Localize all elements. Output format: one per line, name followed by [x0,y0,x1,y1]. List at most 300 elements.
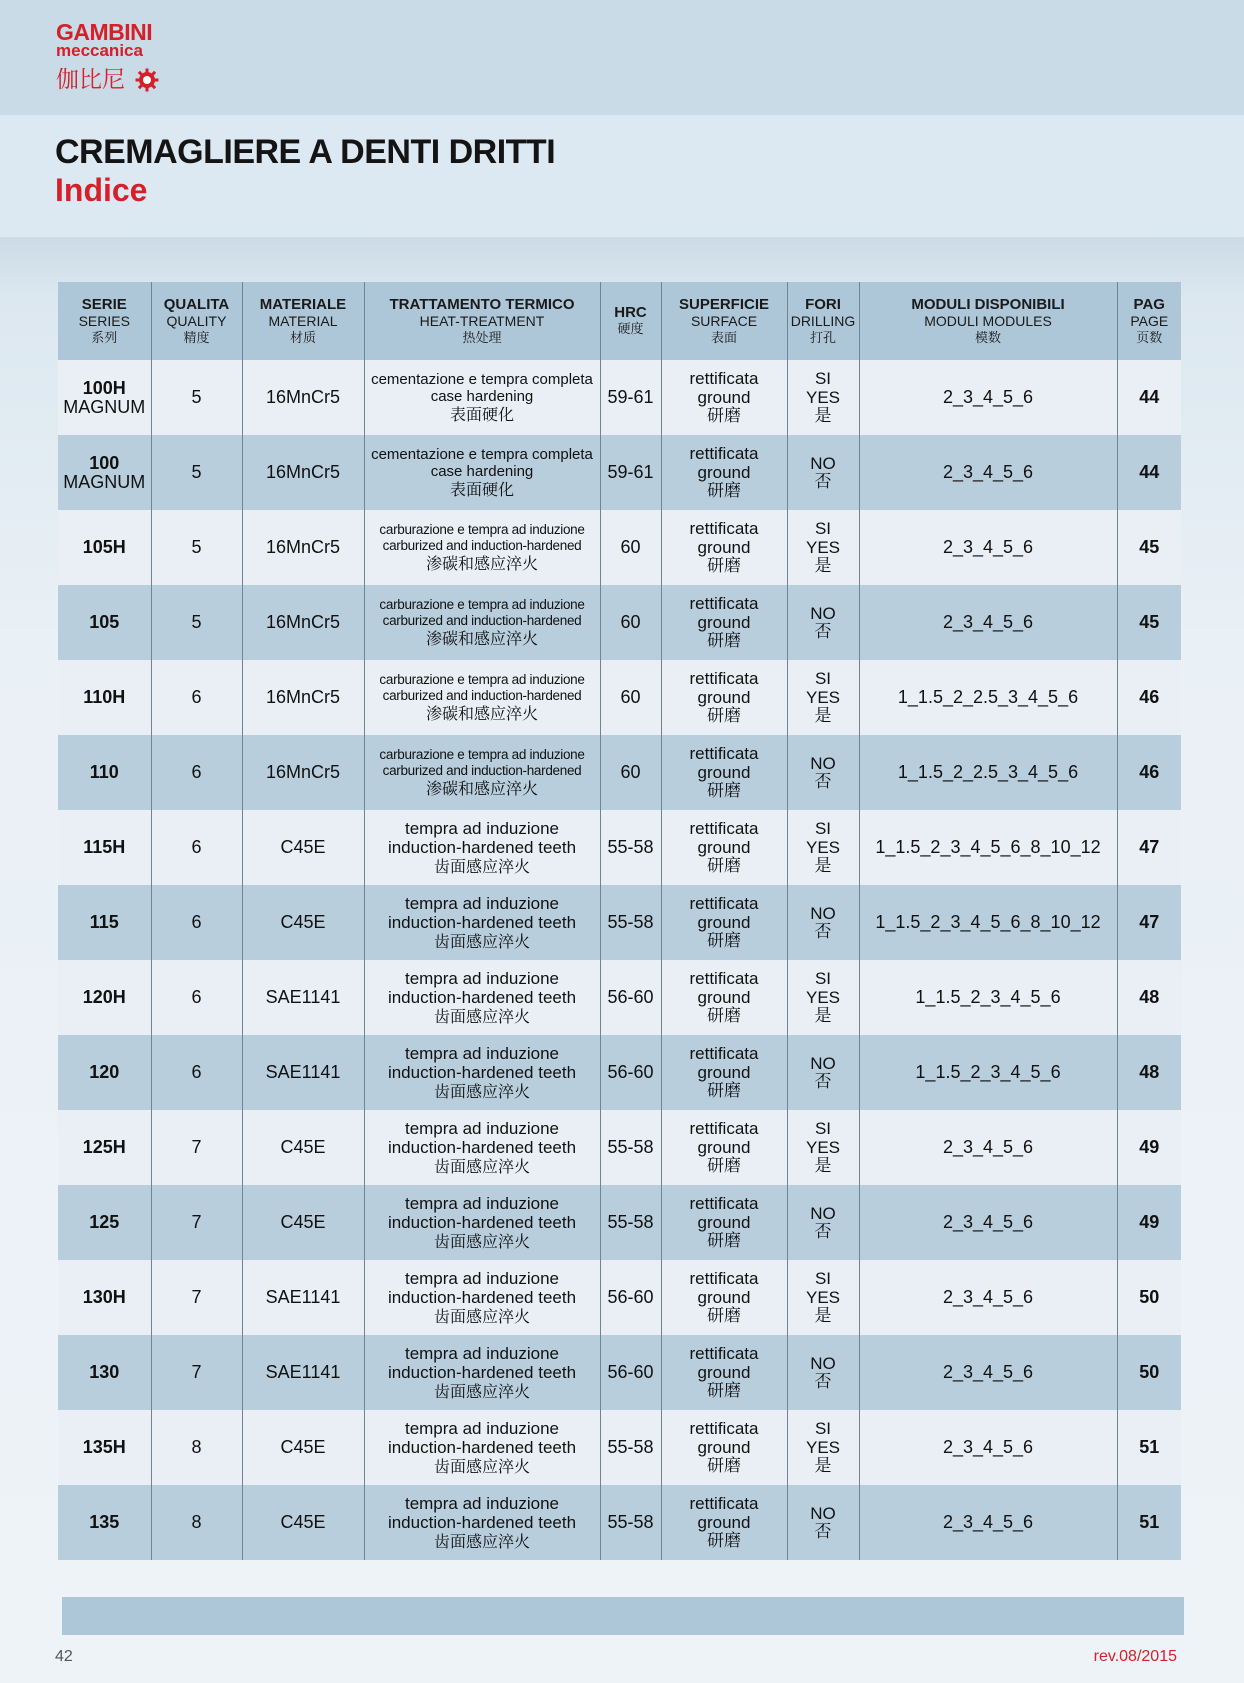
fori-zh: 是 [814,1006,832,1026]
fori-it: NO [810,1503,836,1523]
cell-qualita: 5 [151,510,242,585]
superficie-it: rettificata [689,1119,759,1138]
column-header-en: SERIES [78,312,130,329]
cell-moduli: 2_3_4_5_6 [859,1485,1117,1560]
cell-hrc: 55-58 [600,1110,661,1185]
trattamento-en: induction-hardened teeth [387,1138,577,1157]
cell-qualita: 6 [151,885,242,960]
superficie-en: ground [697,1438,751,1457]
fori-it: SI [814,1269,832,1288]
trattamento-zh: 表面硬化 [449,405,514,424]
brand-name-line2: meccanica [56,41,143,60]
column-header-it: SUPERFICIE [678,295,769,313]
serie-code: 110H [83,687,126,707]
superficie-it: rettificata [689,1269,759,1288]
brand-name-chinese: 伽比尼 [56,67,125,93]
trattamento-it: tempra ad induzione [404,1119,560,1138]
table-row [58,510,1181,585]
cell-moduli: 2_3_4_5_6 [859,360,1117,435]
cell-fori [787,1260,859,1335]
trattamento-zh: 齿面感应淬火 [433,1232,530,1251]
cell-trattamento [364,1410,600,1485]
serie-code: 105H [82,537,126,557]
trattamento-it: tempra ad induzione [404,1269,560,1288]
revision-label: rev.08/2015 [1093,1648,1177,1665]
serie-code: 130 [89,1362,120,1382]
cell-serie [58,510,151,585]
fori-en: YES [805,1138,841,1157]
trattamento-en: induction-hardened teeth [387,913,577,932]
column-header-en: MODULI MODULES [924,312,1052,329]
cell-trattamento [364,1260,600,1335]
column-header-en: PAGE [1130,312,1169,329]
superficie-en: ground [697,1063,751,1082]
cell-materiale: C45E [242,810,364,885]
cell-serie [58,810,151,885]
trattamento-en: induction-hardened teeth [387,988,577,1007]
cell-superficie [661,735,787,810]
serie-code: 135H [82,1437,126,1457]
table-row [58,585,1181,660]
trattamento-zh: 渗碳和感应淬火 [425,704,538,723]
cell-fori [787,885,859,960]
cell-serie [58,735,151,810]
cell-serie [58,585,151,660]
table-row [58,360,1181,435]
trattamento-en: induction-hardened teeth [387,1063,577,1082]
column-header-zh: 打孔 [809,330,836,346]
cell-serie [58,1335,151,1410]
cell-hrc: 55-58 [600,810,661,885]
cell-materiale: 16MnCr5 [242,585,364,660]
cell-trattamento [364,510,600,585]
cell-superficie [661,1485,787,1560]
cell-hrc: 55-58 [600,885,661,960]
cell-superficie [661,435,787,510]
cell-qualita: 6 [151,660,242,735]
cell-moduli: 1_1.5_2_2.5_3_4_5_6 [859,660,1117,735]
fori-it: SI [814,1419,832,1438]
column-header-pag [1117,282,1181,360]
cell-pag: 51 [1117,1485,1181,1560]
column-header-serie [58,282,151,360]
trattamento-zh: 齿面感应淬火 [433,1307,530,1326]
gear-icon [135,68,159,92]
trattamento-en: induction-hardened teeth [387,1513,577,1532]
cell-fori [787,360,859,435]
superficie-it: rettificata [689,1419,759,1438]
cell-trattamento [364,1110,600,1185]
cell-serie [58,360,151,435]
fori-zh: 是 [814,1156,832,1176]
cell-fori [787,585,859,660]
cell-materiale: C45E [242,1485,364,1560]
cell-qualita: 7 [151,1335,242,1410]
cell-hrc: 55-58 [600,1410,661,1485]
cell-trattamento [364,1485,600,1560]
superficie-zh: 研磨 [707,1231,741,1251]
cell-trattamento [364,360,600,435]
brand-name-line1: GAMBINI [56,19,153,45]
column-header-hrc [600,282,661,360]
cell-qualita: 7 [151,1260,242,1335]
trattamento-it: tempra ad induzione [404,819,560,838]
serie-code: 100H [82,377,126,398]
fori-it: NO [810,603,836,623]
cell-fori [787,1185,859,1260]
cell-fori [787,660,859,735]
cell-pag: 49 [1117,1110,1181,1185]
serie-code: 115 [89,912,119,932]
superficie-zh: 研磨 [707,1156,741,1176]
trattamento-zh: 齿面感应淬火 [433,932,530,951]
fori-zh: 否 [814,921,832,942]
trattamento-it: cementazione e tempra completa [371,371,593,388]
cell-trattamento [364,885,600,960]
trattamento-zh: 齿面感应淬火 [433,1007,530,1026]
cell-qualita: 6 [151,735,242,810]
cell-trattamento [364,660,600,735]
footer-bar [62,1597,1184,1635]
superficie-zh: 研磨 [707,1531,741,1551]
fori-zh: 是 [814,706,832,726]
cell-trattamento [364,1035,600,1110]
cell-hrc: 60 [600,660,661,735]
fori-it: NO [810,453,836,473]
cell-pag: 47 [1117,810,1181,885]
cell-trattamento [364,585,600,660]
superficie-zh: 研磨 [707,481,741,501]
superficie-zh: 研磨 [707,406,741,426]
cell-fori [787,960,859,1035]
table-row [58,810,1181,885]
superficie-it: rettificata [689,1044,759,1063]
cell-trattamento [364,960,600,1035]
cell-qualita: 6 [151,960,242,1035]
trattamento-en: induction-hardened teeth [387,1363,577,1382]
serie-code: 100 [89,452,120,473]
fori-it: NO [810,1203,836,1223]
trattamento-it: carburazione e tempra ad induzione [379,597,585,612]
cell-trattamento [364,1335,600,1410]
cell-trattamento [364,810,600,885]
table-row [58,1485,1181,1560]
superficie-en: ground [697,538,751,557]
fori-en: YES [805,1438,841,1457]
superficie-zh: 研磨 [707,1006,741,1026]
cell-moduli: 2_3_4_5_6 [859,510,1117,585]
cell-serie [58,1260,151,1335]
superficie-it: rettificata [689,1194,759,1213]
cell-superficie [661,1110,787,1185]
cell-serie [58,885,151,960]
superficie-en: ground [697,688,751,707]
cell-materiale: 16MnCr5 [242,735,364,810]
trattamento-zh: 齿面感应淬火 [433,857,530,876]
column-header-it: HRC [614,304,647,321]
column-header-en: DRILLING [790,312,856,329]
cell-moduli: 1_1.5_2_3_4_5_6 [859,1035,1117,1110]
cell-moduli: 2_3_4_5_6 [859,585,1117,660]
cell-trattamento [364,435,600,510]
cell-fori [787,1335,859,1410]
table-row [58,1035,1181,1110]
cell-pag: 44 [1117,435,1181,510]
column-header-zh: 表面 [710,330,737,346]
fori-zh: 否 [814,621,832,642]
table-row [58,435,1181,510]
cell-serie [58,1185,151,1260]
cell-qualita: 5 [151,585,242,660]
trattamento-it: tempra ad induzione [404,1044,560,1063]
cell-materiale: SAE1141 [242,960,364,1035]
column-header-trattamento [364,282,600,360]
cell-fori [787,1110,859,1185]
superficie-zh: 研磨 [707,1381,741,1401]
column-header-superficie [661,282,787,360]
column-header-fori [787,282,859,360]
trattamento-zh: 渗碳和感应淬火 [425,554,538,573]
trattamento-zh: 渗碳和感应淬火 [425,779,538,798]
fori-zh: 否 [814,1221,832,1242]
column-header-it: MODULI DISPONIBILI [911,295,1065,313]
series-index-table [58,282,1181,1560]
cell-superficie [661,360,787,435]
superficie-it: rettificata [689,894,759,913]
table-header-row [58,282,1181,360]
trattamento-en: case hardening [430,463,534,480]
superficie-en: ground [697,1513,751,1532]
fori-zh: 是 [814,406,832,426]
cell-trattamento [364,1185,600,1260]
cell-moduli: 2_3_4_5_6 [859,1410,1117,1485]
column-header-zh: 硬度 [617,322,644,337]
cell-materiale: SAE1141 [242,1335,364,1410]
column-header-it: SERIE [81,295,127,313]
trattamento-en: induction-hardened teeth [387,838,577,857]
superficie-it: rettificata [689,369,759,388]
cell-serie [58,1410,151,1485]
cell-materiale: C45E [242,1185,364,1260]
cell-qualita: 5 [151,360,242,435]
superficie-zh: 研磨 [707,631,741,651]
column-header-zh: 精度 [183,330,210,346]
cell-fori [787,435,859,510]
cell-moduli: 1_1.5_2_3_4_5_6 [859,960,1117,1035]
fori-it: NO [810,903,836,923]
cell-qualita: 8 [151,1485,242,1560]
column-header-zh: 材质 [289,330,316,346]
serie-sub: MAGNUM [63,396,146,417]
cell-moduli: 1_1.5_2_3_4_5_6_8_10_12 [859,810,1117,885]
cell-trattamento [364,735,600,810]
fori-it: SI [814,969,832,988]
cell-superficie [661,1410,787,1485]
cell-hrc: 59-61 [600,435,661,510]
cell-hrc: 60 [600,735,661,810]
trattamento-it: carburazione e tempra ad induzione [379,747,585,762]
trattamento-zh: 齿面感应淬火 [433,1532,530,1551]
fori-en: YES [805,1288,841,1307]
fori-it: SI [814,519,832,538]
cell-serie [58,1110,151,1185]
table-row [58,885,1181,960]
cell-pag: 49 [1117,1185,1181,1260]
cell-moduli: 1_1.5_2_2.5_3_4_5_6 [859,735,1117,810]
superficie-zh: 研磨 [707,856,741,876]
table-row [58,1335,1181,1410]
column-header-zh: 系列 [91,330,118,346]
superficie-zh: 研磨 [707,1081,741,1101]
trattamento-en: induction-hardened teeth [387,1288,577,1307]
fori-it: SI [814,669,832,688]
superficie-zh: 研磨 [707,556,741,576]
superficie-it: rettificata [689,444,759,463]
cell-pag: 45 [1117,510,1181,585]
column-header-it: MATERIALE [259,295,347,313]
cell-hrc: 56-60 [600,1335,661,1410]
table-row [58,1110,1181,1185]
trattamento-en: carburized and induction-hardened [382,688,582,703]
superficie-en: ground [697,763,751,782]
page-subtitle: Indice [55,172,148,208]
cell-moduli: 1_1.5_2_3_4_5_6_8_10_12 [859,885,1117,960]
table-row [58,1410,1181,1485]
table-row [58,960,1181,1035]
superficie-it: rettificata [689,1344,759,1363]
column-header-zh: 模数 [974,330,1001,346]
serie-code: 120H [82,987,126,1007]
fori-it: NO [810,753,836,773]
fori-zh: 是 [814,1306,832,1326]
cell-materiale: 16MnCr5 [242,510,364,585]
table-body [58,360,1181,1560]
fori-en: YES [805,988,841,1007]
column-header-zh: 热处理 [462,330,502,346]
trattamento-it: tempra ad induzione [404,894,560,913]
trattamento-zh: 齿面感应淬火 [433,1457,530,1476]
column-header-moduli [859,282,1117,360]
table-row [58,1260,1181,1335]
trattamento-it: tempra ad induzione [404,969,560,988]
cell-pag: 50 [1117,1335,1181,1410]
cell-superficie [661,585,787,660]
cell-qualita: 7 [151,1110,242,1185]
column-header-it: QUALITA [163,295,230,313]
column-header-en: SURFACE [690,312,758,329]
cell-serie [58,1035,151,1110]
cell-superficie [661,510,787,585]
serie-code: 110 [89,762,119,782]
superficie-en: ground [697,1288,751,1307]
column-header-en: MATERIAL [268,312,338,329]
superficie-en: ground [697,613,751,632]
cell-materiale: SAE1141 [242,1035,364,1110]
cell-pag: 50 [1117,1260,1181,1335]
cell-hrc: 60 [600,585,661,660]
column-header-en: HEAT-TREATMENT [419,312,545,329]
trattamento-en: case hardening [430,388,534,405]
fori-zh: 是 [814,556,832,576]
trattamento-it: carburazione e tempra ad induzione [379,672,585,687]
cell-qualita: 7 [151,1185,242,1260]
fori-zh: 否 [814,1071,832,1092]
cell-moduli: 2_3_4_5_6 [859,1185,1117,1260]
superficie-zh: 研磨 [707,1306,741,1326]
trattamento-zh: 表面硬化 [449,480,514,499]
superficie-zh: 研磨 [707,1456,741,1476]
cell-materiale: 16MnCr5 [242,660,364,735]
fori-zh: 是 [814,1456,832,1476]
serie-code: 105 [89,612,120,632]
cell-superficie [661,1335,787,1410]
cell-materiale: C45E [242,885,364,960]
cell-serie [58,1485,151,1560]
cell-pag: 44 [1117,360,1181,435]
cell-fori [787,1035,859,1110]
cell-pag: 46 [1117,735,1181,810]
cell-fori [787,1410,859,1485]
superficie-en: ground [697,1213,751,1232]
superficie-en: ground [697,1138,751,1157]
cell-fori [787,1485,859,1560]
cell-superficie [661,1185,787,1260]
trattamento-zh: 齿面感应淬火 [433,1382,530,1401]
superficie-it: rettificata [689,519,759,538]
brand-logo [55,20,175,100]
trattamento-it: carburazione e tempra ad induzione [379,522,585,537]
trattamento-it: tempra ad induzione [404,1344,560,1363]
superficie-en: ground [697,388,751,407]
trattamento-it: tempra ad induzione [404,1419,560,1438]
serie-code: 115H [83,837,126,857]
trattamento-en: carburized and induction-hardened [382,613,582,628]
cell-pag: 45 [1117,585,1181,660]
column-header-it: PAG [1133,295,1165,313]
cell-fori [787,735,859,810]
cell-moduli: 2_3_4_5_6 [859,1260,1117,1335]
trattamento-en: induction-hardened teeth [387,1213,577,1232]
cell-qualita: 8 [151,1410,242,1485]
trattamento-en: carburized and induction-hardened [382,763,582,778]
trattamento-zh: 渗碳和感应淬火 [425,629,538,648]
column-header-qualita [151,282,242,360]
superficie-zh: 研磨 [707,931,741,951]
cell-hrc: 60 [600,510,661,585]
fori-it: SI [814,1119,832,1138]
cell-superficie [661,1035,787,1110]
trattamento-en: induction-hardened teeth [387,1438,577,1457]
superficie-it: rettificata [689,594,759,613]
column-header-materiale [242,282,364,360]
cell-hrc: 55-58 [600,1185,661,1260]
cell-hrc: 55-58 [600,1485,661,1560]
cell-moduli: 2_3_4_5_6 [859,1110,1117,1185]
cell-hrc: 59-61 [600,360,661,435]
fori-it: SI [814,369,832,388]
fori-it: NO [810,1353,836,1373]
fori-en: YES [805,838,841,857]
trattamento-zh: 齿面感应淬火 [433,1082,530,1101]
superficie-zh: 研磨 [707,706,741,726]
page-number: 42 [55,1648,73,1665]
fori-en: YES [805,388,841,407]
serie-code: 120 [89,1062,120,1082]
cell-qualita: 6 [151,1035,242,1110]
superficie-en: ground [697,463,751,482]
trattamento-zh: 齿面感应淬火 [433,1157,530,1176]
superficie-en: ground [697,988,751,1007]
